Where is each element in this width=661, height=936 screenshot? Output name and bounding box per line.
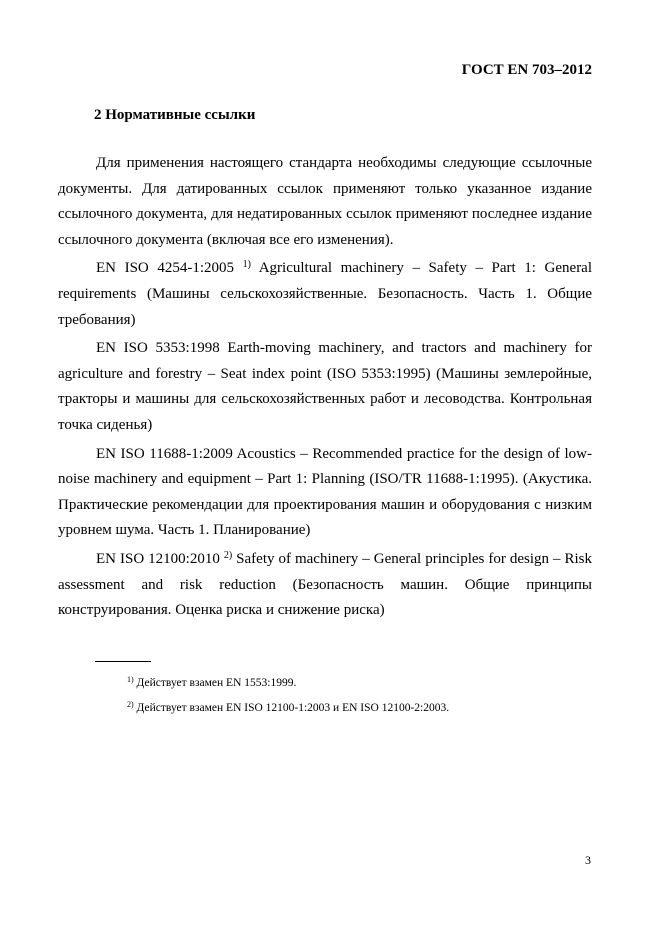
reference-item bbox=[58, 336, 592, 438]
footnote-text: Действует взамен EN 1553:1999. bbox=[136, 677, 297, 689]
reference-item bbox=[58, 547, 592, 624]
section-title: 2 Нормативные ссылки bbox=[94, 107, 256, 123]
reference-code: EN ISO 5353:1998 bbox=[96, 340, 220, 357]
footnote-divider bbox=[95, 661, 151, 662]
reference-code: EN ISO 11688-1:2009 bbox=[96, 445, 233, 462]
reference-text: Earth-moving machinery, and tractors and machinery for agriculture and forestry – Seat index point (ISO 5353:1995) (Машины землеройные, тракторы и машины для сельскохозяйственных работ и лесоводства. Контрольная точка сиденья) bbox=[58, 340, 592, 433]
footnote bbox=[127, 696, 449, 721]
footnote bbox=[127, 671, 449, 696]
page-number: 3 bbox=[585, 853, 591, 867]
reference-item bbox=[58, 256, 592, 333]
reference-text: Acoustics – Recommended practice for the design of low-noise machinery and equipment – Part 1: Planning (ISO/TR 11688-1:1995). (Акустика. Практические рекомендации для проектирования машин и оборудования с низким уровнем шума. Часть 1. Планирование) bbox=[58, 445, 592, 539]
footnote-ref: 2) bbox=[223, 549, 233, 561]
reference-text: Safety of machinery – General principles for design – Risk assessment and risk reduction (Безопасность машин. Общие принципы конструирования. Оценка риска и снижение риска) bbox=[58, 550, 593, 619]
reference-item bbox=[58, 442, 592, 544]
reference-code: EN ISO 12100:2010 bbox=[96, 550, 220, 567]
reference-code: EN ISO 4254-1:2005 bbox=[96, 260, 234, 277]
footnote-ref: 1) bbox=[242, 259, 251, 271]
footnote-mark: 1) bbox=[127, 675, 134, 684]
standard-header: ГОСТ EN 703–2012 bbox=[461, 62, 592, 78]
footnote-text: Действует взамен EN ISO 12100-1:2003 и EN ISO 12100-2:2003. bbox=[136, 702, 450, 714]
footnote-mark: 2) bbox=[127, 700, 134, 709]
reference-text: Agricultural machinery – Safety – Part 1: General requirements (Машины сельскохозяйственные. Безопасность. Часть 1. Общие требования) bbox=[58, 260, 593, 328]
footnotes bbox=[127, 671, 449, 721]
intro-paragraph: Для применения настоящего стандарта необходимы следующие ссылочные документы. Для датированных ссылок применяют только указанное издание ссылочного документа, для недатированных ссылок применяют последнее издание ссылочного документа (включая все его изменения). bbox=[58, 155, 592, 248]
body-text bbox=[58, 151, 592, 624]
